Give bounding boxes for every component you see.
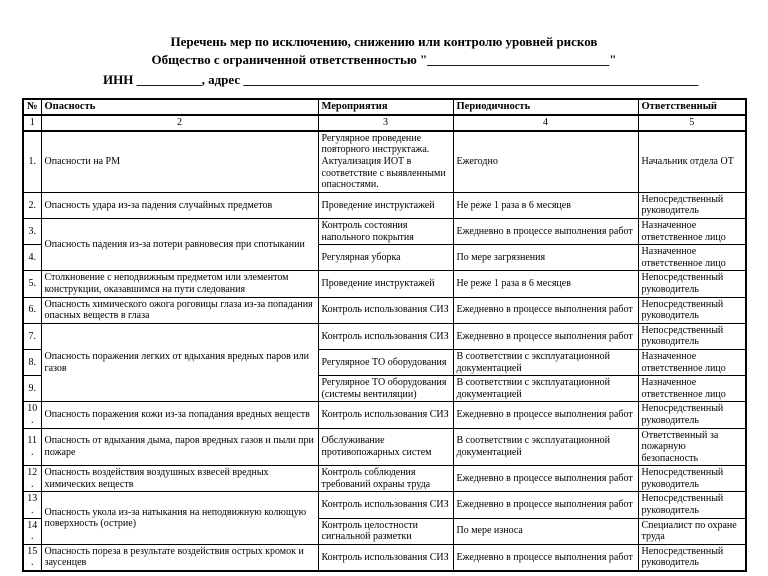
row-number-cell: 8. xyxy=(23,349,41,375)
measures-cell: Контроль использования СИЗ xyxy=(318,323,453,349)
responsible-cell: Специалист по охране труда xyxy=(638,518,746,544)
column-header-3: Мероприятия xyxy=(318,99,453,115)
measures-cell: Обслуживание противопожарных систем xyxy=(318,428,453,466)
table-row xyxy=(23,544,746,571)
row-number-cell: 11. xyxy=(23,428,41,466)
table-row xyxy=(23,131,746,192)
periodicity-cell: Ежедневно в процессе выполнения работ xyxy=(453,323,638,349)
table-header-row xyxy=(23,99,746,115)
hazard-cell: Столкновение с неподвижным предметом или элементом конструкции, оказавшимся на пути следования xyxy=(41,271,318,297)
measures-cell: Контроль целостности сигнальной разметки xyxy=(318,518,453,544)
column-header-1: № xyxy=(23,99,41,115)
hazard-cell: Опасности на РМ xyxy=(41,131,318,192)
responsible-cell: Непосредственный руководитель xyxy=(638,323,746,349)
hazard-cell: Опасность химического ожога роговицы глаза из-за попадания опасных веществ в глаза xyxy=(41,297,318,323)
periodicity-cell: Не реже 1 раза в 6 месяцев xyxy=(453,271,638,297)
periodicity-cell: Не реже 1 раза в 6 месяцев xyxy=(453,192,638,218)
hazard-cell: Опасность от вдыхания дыма, паров вредных газов и пыли при пожаре xyxy=(41,428,318,466)
table-row xyxy=(23,271,746,297)
column-numbers-row xyxy=(23,115,746,131)
column-header-5: Ответственный xyxy=(638,99,746,115)
measures-cell: Регулярное проведение повторного инструктажа. Актуализация ИОТ в соответствие с выявленными опасностями. xyxy=(318,131,453,192)
measures-cell: Проведение инструктажей xyxy=(318,192,453,218)
company-name-blank: ____________________________ xyxy=(427,51,610,67)
periodicity-cell: Ежедневно в процессе выполнения работ xyxy=(453,466,638,492)
inn-blank: __________ xyxy=(136,72,202,88)
table-row xyxy=(23,466,746,492)
responsible-cell: Ответственный за пожарную безопасность xyxy=(638,428,746,466)
periodicity-cell: Ежегодно xyxy=(453,131,638,192)
measures-cell: Контроль использования СИЗ xyxy=(318,492,453,518)
periodicity-cell: Ежедневно в процессе выполнения работ xyxy=(453,492,638,518)
row-number-cell: 14. xyxy=(23,518,41,544)
responsible-cell: Начальник отдела ОТ xyxy=(638,131,746,192)
measures-cell: Регулярное ТО оборудования xyxy=(318,349,453,375)
periodicity-cell: Ежедневно в процессе выполнения работ xyxy=(453,402,638,428)
hazard-cell: Опасность пореза в результате воздействия острых кромок и заусенцев xyxy=(41,544,318,571)
row-number-cell: 7. xyxy=(23,323,41,349)
table-row xyxy=(23,219,746,245)
hazard-cell: Опасность поражения кожи из-за попадания вредных веществ xyxy=(41,402,318,428)
row-number-cell: 10. xyxy=(23,402,41,428)
responsible-cell: Непосредственный руководитель xyxy=(638,192,746,218)
row-number-cell: 5. xyxy=(23,271,41,297)
column-number-cell: 5 xyxy=(638,115,746,131)
table-row xyxy=(23,428,746,466)
table-row xyxy=(23,402,746,428)
periodicity-cell: Ежедневно в процессе выполнения работ xyxy=(453,219,638,245)
responsible-cell: Непосредственный руководитель xyxy=(638,402,746,428)
hazard-cell: Опасность воздействия воздушных взвесей вредных химических веществ xyxy=(41,466,318,492)
measures-cell: Регулярная уборка xyxy=(318,245,453,271)
responsible-cell: Назначенное ответственное лицо xyxy=(638,349,746,375)
periodicity-cell: Ежедневно в процессе выполнения работ xyxy=(453,544,638,571)
measures-cell: Контроль использования СИЗ xyxy=(318,402,453,428)
column-header-2: Опасность xyxy=(41,99,318,115)
column-number-cell: 1 xyxy=(23,115,41,131)
risk-table-body xyxy=(23,99,746,571)
responsible-cell: Назначенное ответственное лицо xyxy=(638,245,746,271)
periodicity-cell: В соответствии с эксплуатационной документацией xyxy=(453,376,638,402)
responsible-cell: Назначенное ответственное лицо xyxy=(638,219,746,245)
risk-table xyxy=(22,98,747,572)
table-row xyxy=(23,492,746,518)
periodicity-cell: В соответствии с эксплуатационной документацией xyxy=(453,428,638,466)
column-header-4: Периодичность xyxy=(453,99,638,115)
measures-cell: Контроль состояния напольного покрытия xyxy=(318,219,453,245)
measures-cell: Контроль использования СИЗ xyxy=(318,544,453,571)
periodicity-cell: По мере загрязнения xyxy=(453,245,638,271)
inn-address-line xyxy=(103,72,768,88)
column-number-cell: 3 xyxy=(318,115,453,131)
measures-cell: Регулярное ТО оборудования (системы вентиляции) xyxy=(318,376,453,402)
row-number-cell: 15. xyxy=(23,544,41,571)
address-label: , адрес xyxy=(201,72,244,88)
table-row xyxy=(23,297,746,323)
row-number-cell: 9. xyxy=(23,376,41,402)
responsible-cell: Назначенное ответственное лицо xyxy=(638,376,746,402)
table-row xyxy=(23,192,746,218)
address-blank: ______________________________________________________________________ xyxy=(243,72,699,88)
document-title: Перечень мер по исключению, снижению или контролю уровней рисков xyxy=(170,34,598,49)
responsible-cell: Непосредственный руководитель xyxy=(638,297,746,323)
hazard-cell: Опасность укола из-за натыкания на неподвижную колющую поверхность (острие) xyxy=(41,492,318,544)
periodicity-cell: В соответствии с эксплуатационной документацией xyxy=(453,349,638,375)
row-number-cell: 6. xyxy=(23,297,41,323)
row-number-cell: 1. xyxy=(23,131,41,192)
measures-cell: Проведение инструктажей xyxy=(318,271,453,297)
company-line-prefix: Общество с ограниченной ответственностью " xyxy=(151,51,428,67)
column-number-cell: 2 xyxy=(41,115,318,131)
hazard-cell: Опасность удара из-за падения случайных предметов xyxy=(41,192,318,218)
table-row xyxy=(23,323,746,349)
responsible-cell: Непосредственный руководитель xyxy=(638,492,746,518)
company-line xyxy=(0,51,768,69)
periodicity-cell: Ежедневно в процессе выполнения работ xyxy=(453,297,638,323)
company-line-suffix: " xyxy=(609,51,617,67)
row-number-cell: 4. xyxy=(23,245,41,271)
periodicity-cell: По мере износа xyxy=(453,518,638,544)
responsible-cell: Непосредственный руководитель xyxy=(638,466,746,492)
row-number-cell: 2. xyxy=(23,192,41,218)
row-number-cell: 3. xyxy=(23,219,41,245)
inn-label: ИНН xyxy=(103,72,137,88)
row-number-cell: 13. xyxy=(23,492,41,518)
hazard-cell: Опасность падения из-за потери равновесия при спотыкании xyxy=(41,219,318,271)
hazard-cell: Опасность поражения легких от вдыхания вредных паров или газов xyxy=(41,323,318,402)
responsible-cell: Непосредственный руководитель xyxy=(638,544,746,571)
measures-cell: Контроль использования СИЗ xyxy=(318,297,453,323)
responsible-cell: Непосредственный руководитель xyxy=(638,271,746,297)
row-number-cell: 12. xyxy=(23,466,41,492)
column-number-cell: 4 xyxy=(453,115,638,131)
measures-cell: Контроль соблюдения требований охраны труда xyxy=(318,466,453,492)
